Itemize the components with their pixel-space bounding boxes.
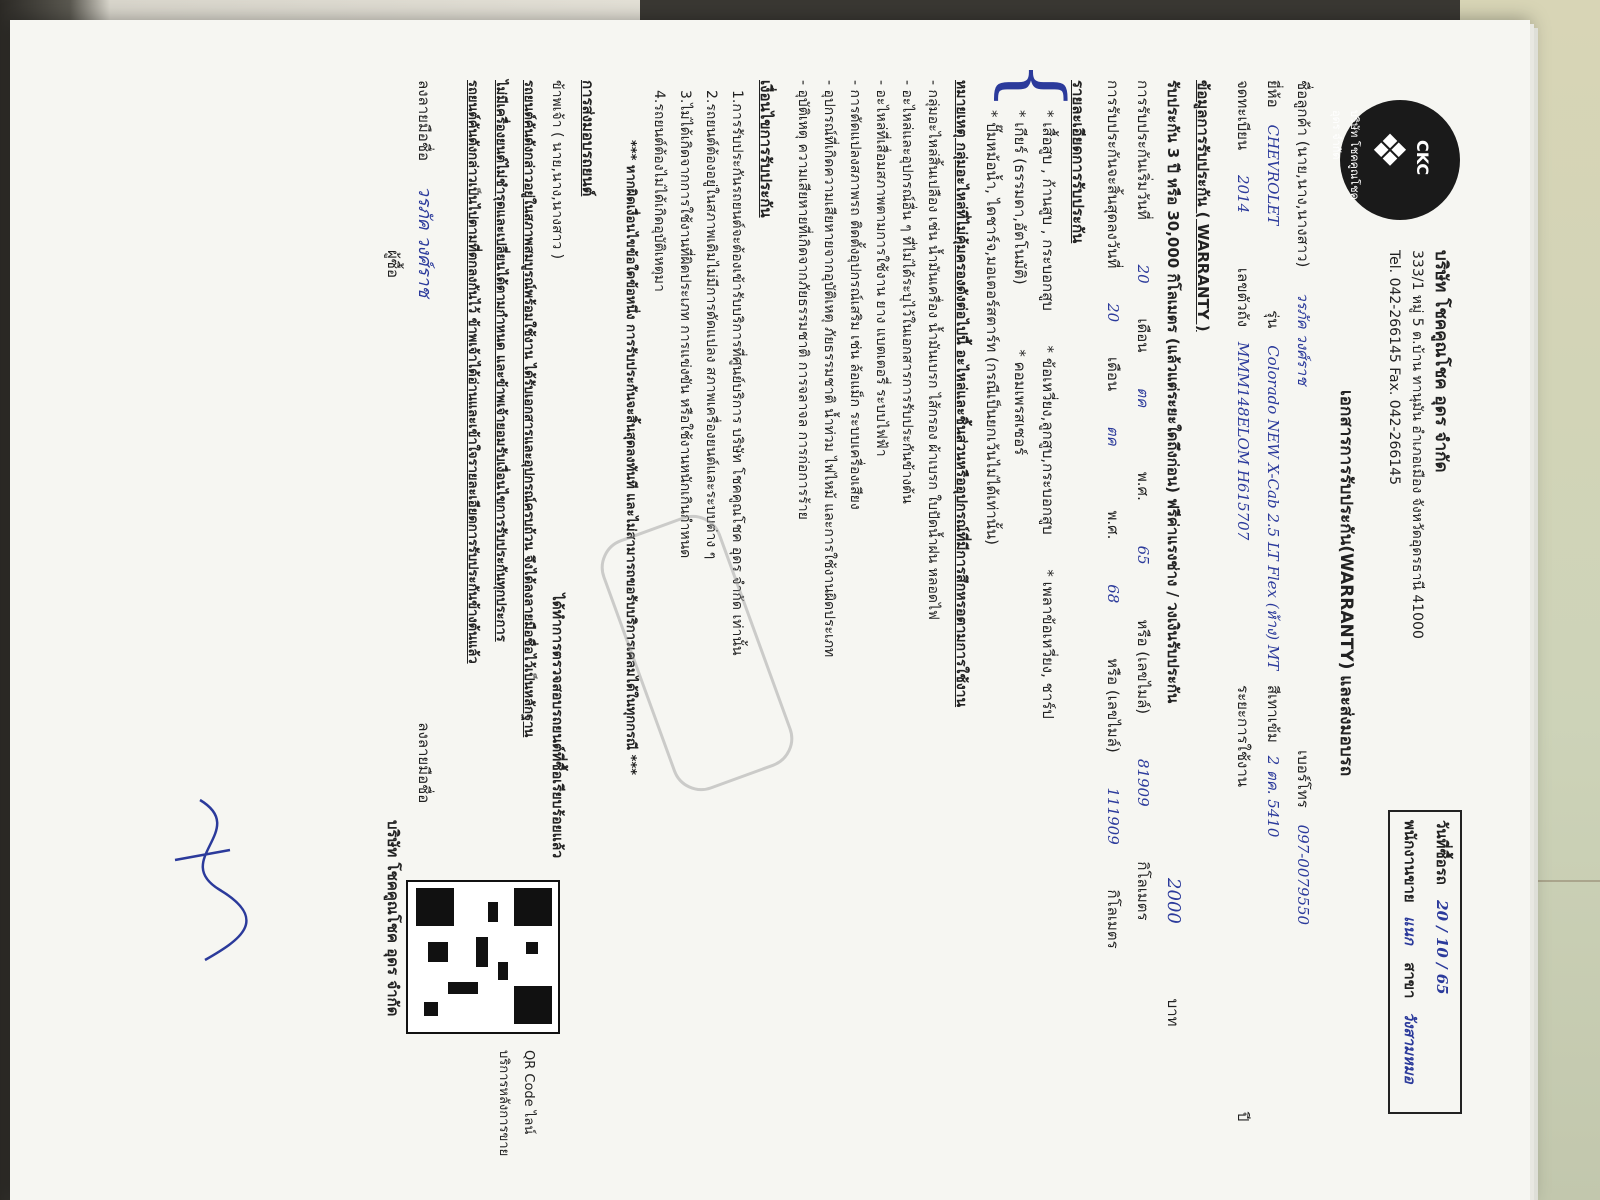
coverage-item: * เสื้อสูบ , ก้านสูบ , กระบอกสูบ	[1039, 110, 1057, 311]
delivery-line3: ไม่มีเครื่องยนต์ไม่ชำรุดและเปลี่ยนได้ตามกำหนด และข้าพเจ้ายอมรับเงื่อนไขการรับประกันทุกประการ	[493, 80, 508, 642]
customer-name-label: ชื่อลูกค้า (นาย,นาง,นางสาว)	[1294, 80, 1312, 268]
sales-value: แนก	[1401, 915, 1419, 945]
coverage-item: * เพลาข้อเหวี่ยง, ชาร์ป	[1039, 569, 1057, 719]
warranty-start-day: 20	[1134, 264, 1152, 284]
color-label: สีเทาเข้ม	[1264, 685, 1282, 743]
delivery-line4: รถยนต์คันดังกล่าวเป็นไปตามที่ตกลงกันไว้ ข้าพเจ้าได้อ่านและเข้าใจรายละเอียดการรับประกันข้างต้นแล้ว	[465, 80, 480, 664]
coverage-note: - กลุ่มอะไหล่สิ้นเปลือง เช่น น้ำมันเครื่อง น้ำมันเบรก ไส้กรอง ผ้าเบรก ใบปัดน้ำฝน หลอดไฟ	[925, 80, 941, 620]
branch-value: วังสามหมอ	[1401, 1011, 1419, 1084]
coverage-section-title: รายละเอียดการรับประกัน	[1069, 80, 1087, 244]
purchase-date-label: วันที่ซื้อรถ	[1433, 820, 1451, 885]
warranty-amount: 2000	[1163, 878, 1184, 924]
qr-code[interactable]	[406, 880, 560, 1034]
warranty-start-month: ตค	[1134, 387, 1152, 408]
chassis-label: เลขตัวถัง	[1234, 267, 1252, 328]
warranty-end-day: 20	[1104, 303, 1122, 323]
warranty-end-month-label: เดือน	[1104, 357, 1122, 392]
document-content	[40, 50, 1500, 1170]
condition-item: 1.การรับประกันรถยนต์จะต้องเข้ารับบริการที่ศูนย์บริการ บริษัท โชคคูณโชค อุดร จำกัด เท่านั้น	[729, 90, 745, 656]
color-value: 2 ตค. 5410	[1264, 755, 1282, 838]
warranty-section-title: ข้อมูลการรับประกัน ( WARRANTY )	[1194, 80, 1212, 332]
warranty-start-km-unit: กิโลเมตร	[1134, 861, 1152, 921]
coverage-item: * ข้อเหวี่ยง,ลูกสูบ,กระบอกสูบ	[1039, 345, 1057, 535]
condition-item: 3.ไม่ได้เกิดจากการใช้งานที่ผิดประเภท การแข่งขัน หรือใช้งานหนักเกินกำหนด	[677, 90, 693, 559]
delivery-line1-suffix: ได้ทำการตรวจสอบรถยนต์ที่ซื้อเรียบร้อยแล้ว	[549, 593, 565, 859]
warranty-end-month: ตค	[1104, 425, 1122, 446]
buyer-signature: วรภัค วงศ์ราช	[414, 185, 435, 298]
warranty-end-year: 68	[1104, 584, 1122, 604]
buyer-sign-label: ลงลายมือชื่อ	[415, 80, 433, 162]
seller-signature	[160, 790, 260, 970]
warranty-start-year-label: พ.ศ.	[1134, 471, 1152, 501]
coverage-note: - อะไหล่ที่เสื่อมสภาพตามการใช้งาน ยาง แบตเตอรี่ ระบบไฟฟ้า	[873, 80, 889, 457]
company-name: บริษัท โชคคูณโชค อุดร จำกัด	[1431, 250, 1451, 473]
buyer-role: ผู้ซื้อ	[384, 250, 402, 278]
brand-value: CHEVROLET	[1264, 124, 1282, 226]
qr-sublabel: บริการหลังการขาย	[496, 1050, 511, 1157]
delivery-section-title: การส่งมอบรถยนต์	[579, 80, 597, 197]
condition-item: 2.รถยนต์ต้องอยู่ในสภาพเดิมไม่มีการดัดแปลง สภาพเครื่องยนต์และระบบต่าง ๆ	[703, 90, 719, 560]
condition-item: 4.รถยนต์ต้องไม่ได้เกิดอุบัติเหตุมา	[651, 90, 667, 292]
coverage-item: * เกียร์ (ธรรมดา,อัตโนมัติ)	[1011, 110, 1029, 285]
seller-role: บริษัท โชคคูณโชค อุดร จำกัด	[384, 820, 402, 1017]
coverage-note: - อุปกรณ์ที่เกิดความเสียหายจากอุบัติเหตุ ภัยธรรมชาติ น้ำท่วม ไฟไหม้ และการใช้งานผิดประเภท	[821, 80, 837, 658]
model-value: Colorado NEW X-Cab 2.5 LT Flex (ห้าง) MT	[1264, 345, 1282, 671]
coverage-note: - การดัดแปลงสภาพรถ ติดตั้งอุปกรณ์เสริม เช่น ล้อแม็ก ระบบเครื่องเสียง	[847, 80, 863, 510]
warranty-end-km-label: หรือ (เลขไมล์)	[1104, 658, 1122, 753]
usage-label: ระยะการใช้งาน	[1234, 685, 1252, 788]
model-label: รุ่น	[1264, 310, 1282, 329]
company-tel: Tel. 042-266145 Fax. 042-266145	[1386, 250, 1402, 485]
qr-label: QR Code ไลน์	[521, 1050, 536, 1135]
warranty-end-label: การรับประกันจะสิ้นสุดลงวันที่	[1104, 80, 1122, 269]
logo-ring-text: บริษัท โชคคูณโชค อุดร จำกัด	[1330, 110, 1361, 200]
coverage-note: - อุบัติเหตุ ความเสียหายที่เกิดจากภัยธรรมชาติ การจลาจล การก่อการร้าย	[795, 80, 811, 520]
conditions-section-title: เงื่อนไขการรับประกัน	[757, 80, 775, 218]
conditions-footnote: *** หากผิดเงื่อนไขข้อใดข้อหนึ่ง การรับประกันจะสิ้นสุดลงทันที และไม่สามารถขอรับบริการเคลมได้ในทุกกรณี ***	[623, 140, 638, 776]
brand-label: ยี่ห้อ	[1264, 80, 1282, 108]
company-address: 333/1 หมู่ 5 ต.บ้าน ทานุมัน อำเภอเมือง จังหวัดอุดรธานี 41000	[1409, 250, 1425, 639]
customer-phone-label: เบอร์โทร	[1294, 750, 1312, 808]
logo-text: CKC	[1413, 140, 1432, 176]
warranty-end-km: 111909	[1104, 787, 1122, 845]
branch-label: สาขา	[1401, 962, 1419, 999]
sales-label: พนักงานขาย	[1401, 820, 1419, 903]
coverage-note: - อะไหล่และอุปกรณ์อื่น ๆ ที่ไม่ได้ระบุไว้ในเอกสารการรับประกันข้างต้น	[899, 80, 915, 504]
purchase-date-value: 20 / 10 / 65	[1433, 900, 1451, 995]
usage-unit: ปี	[1234, 1111, 1252, 1122]
document-title: เอกสารการรับประกัน(WARRANTY) และส่งมอบรถ	[1336, 390, 1356, 777]
delivery-line1-prefix: ข้าพเจ้า ( นาย,นาง,นางสาว )	[549, 80, 565, 260]
bird-icon: ❖	[1363, 130, 1414, 170]
coverage-item: * คอมเพรสเซอร์	[1011, 349, 1029, 456]
warranty-start-label: การรับประกันเริ่มวันที่	[1134, 80, 1152, 220]
warranty-start-km-label: หรือ (เลขไมล์)	[1134, 619, 1152, 715]
customer-name-value: วรภัค วงศ์ราช	[1294, 292, 1312, 386]
chassis-value: MMM148ELOM H615707	[1234, 341, 1252, 541]
reg-label: จดทะเบียน	[1234, 80, 1252, 151]
coverage-item: * ปั๊มหม้อน้ำ, ไดชาร์จ,มอเตอร์สตาร์ท (กรณีเป็นยกเว้นไม่ได้เท่านั้น)	[983, 110, 1001, 546]
warranty-start-year: 65	[1134, 545, 1152, 565]
reg-value: 2014	[1234, 174, 1252, 214]
handwritten-brace: {	[988, 60, 1081, 111]
coverage-notes-title: หมายเหตุ กลุ่มอะไหล่ที่ไม่คุ้มครองดังต่อไปนี้ อะไหล่และชิ้นส่วนหรืออุปกรณ์ที่มีการสึกหรอตามการใช้งาน	[953, 80, 969, 708]
warranty-end-km-unit: กิโลเมตร	[1104, 889, 1122, 949]
warranty-line1-prefix: รับประกัน 3 ปี หรือ 30,000 กิโลเมตร (แล้วแต่ระยะใดถึงก่อน) ฟรีค่าแรงช่าง / วงเงินรับประกัน	[1164, 80, 1182, 704]
warranty-amount-unit: บาท	[1164, 998, 1182, 1027]
warranty-end-year-label: พ.ศ.	[1104, 510, 1122, 540]
warranty-start-month-label: เดือน	[1134, 318, 1152, 353]
document-sheet	[10, 20, 1530, 1200]
seller-sign-label: ลงลายมือชื่อ	[415, 722, 433, 804]
delivery-line2: รถยนต์คันดังกล่าวอยู่ในสภาพสมบูรณ์พร้อมใช้งาน ได้รับเอกสารและอุปกรณ์ครบถ้วน จึงได้ลงลายมือชื่อไว้เป็นหลักฐาน	[521, 80, 536, 738]
company-logo	[1330, 100, 1460, 220]
warranty-start-km: 81909	[1134, 758, 1152, 807]
customer-phone-value: 097-0079550	[1294, 824, 1312, 926]
purchase-info-box	[1388, 810, 1462, 1114]
